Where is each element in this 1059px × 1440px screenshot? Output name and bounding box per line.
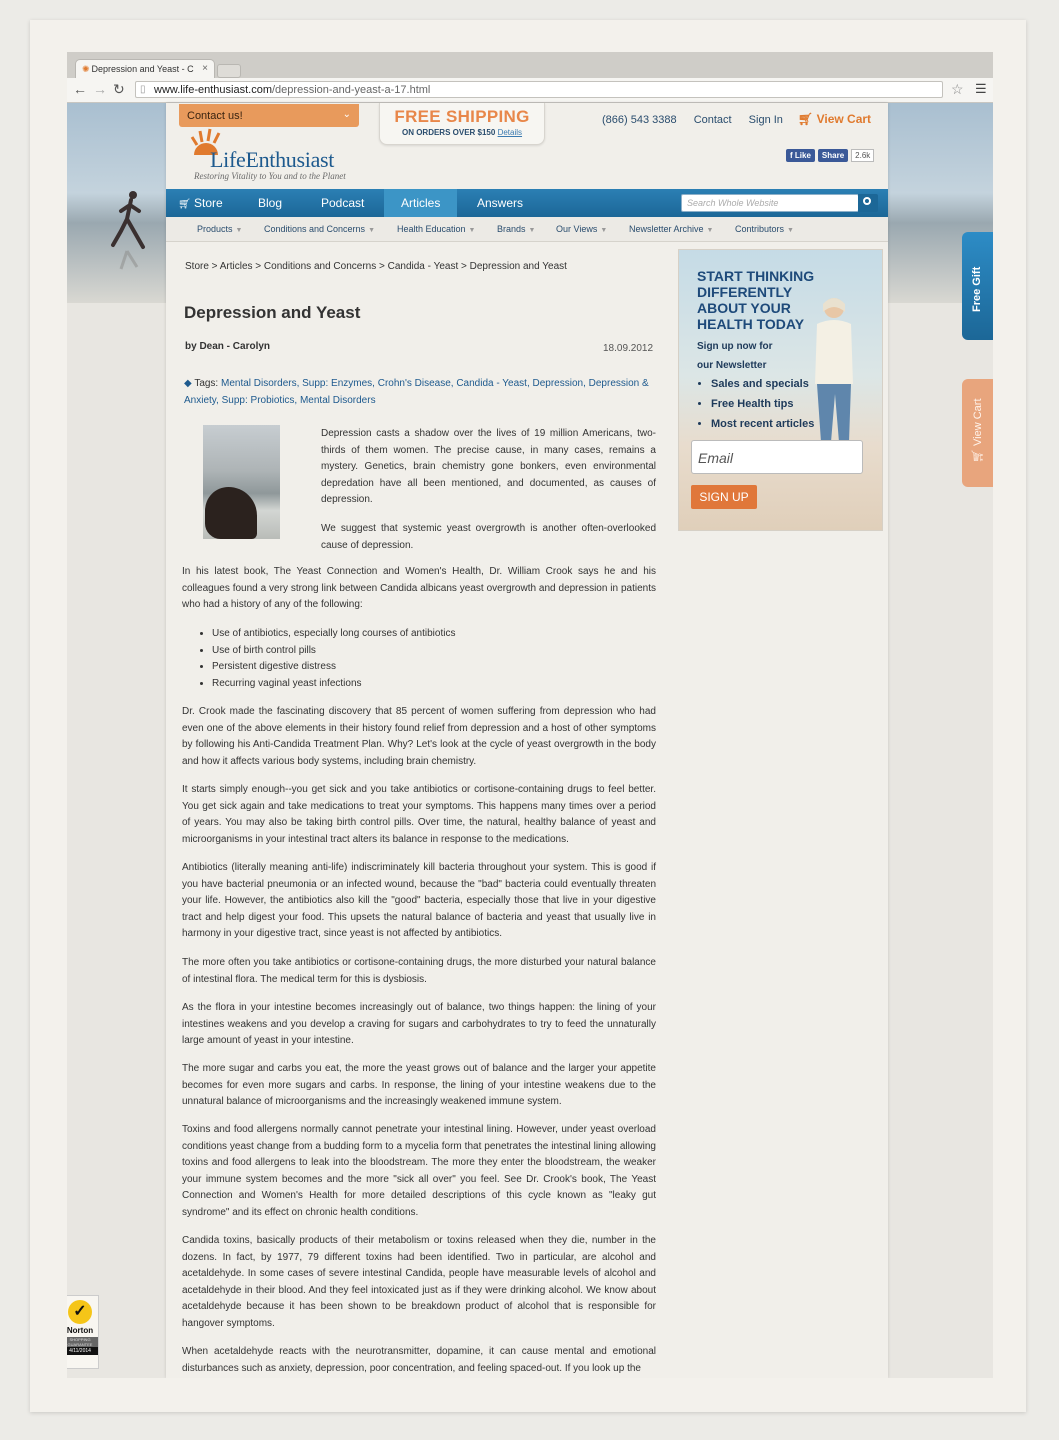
breadcrumb[interactable]: Store > Articles > Conditions and Concerns > Candida - Yeast > Depression and Yeast <box>185 261 567 272</box>
free-shipping-title: FREE SHIPPING <box>394 107 530 126</box>
email-field[interactable]: Email <box>691 440 863 474</box>
search-icon <box>863 197 871 205</box>
share-count: 2.6k <box>851 149 874 162</box>
nav-podcast[interactable]: Podcast <box>321 196 365 210</box>
url-field[interactable] <box>135 81 943 98</box>
sign-up-button[interactable]: SIGN UP <box>691 485 757 509</box>
subnav-products[interactable]: Products ▼ <box>197 224 243 234</box>
menu-icon[interactable]: ☰ <box>975 81 987 96</box>
dropdown-icon: ▼ <box>787 227 794 234</box>
subnav-newsletter-archive[interactable]: Newsletter Archive ▼ <box>629 224 714 234</box>
main-nav <box>166 189 888 217</box>
person-head-shape <box>205 487 257 539</box>
sub-nav <box>166 217 888 242</box>
logo-tagline: Restoring Vitality to You and to the Planet <box>194 171 346 181</box>
paragraph: In his latest book, The Yeast Connection and Women's Health, Dr. William Crook says he and his colleagues found a very strong link between Candida albicans yeast overgrowth and depression in patients who had a history of any of the following: <box>182 566 656 610</box>
contact-link[interactable]: Contact <box>693 114 732 126</box>
page-title: Depression and Yeast <box>184 303 361 322</box>
phone-number: (866) 543 3388 <box>602 114 677 126</box>
dropdown-icon: ▼ <box>368 227 375 234</box>
reload-icon[interactable]: ↻ <box>113 81 125 97</box>
signup-subtitle: Sign up now for our Newsletter <box>697 341 773 371</box>
tags-label: Tags: <box>194 378 219 389</box>
norton-badge[interactable] <box>67 1295 99 1369</box>
view-cart-tab-label: 🛒︎ View Cart <box>972 398 984 463</box>
checkmark-icon: ✓ <box>68 1300 92 1324</box>
dropdown-icon: ▼ <box>468 227 476 234</box>
newsletter-signup <box>678 249 883 531</box>
contact-us-button[interactable] <box>179 104 359 127</box>
social-buttons <box>786 145 874 163</box>
facebook-icon: f <box>790 151 793 160</box>
free-shipping-subtitle: ON ORDERS OVER $150 Details <box>401 128 523 137</box>
list-item: • Recurring vaginal yeast infections <box>212 676 455 693</box>
norton-guarantee: SHOPPING GUARANTEE <box>67 1337 98 1347</box>
list-item: • Persistent digestive distress <box>212 659 455 676</box>
facebook-like-button[interactable]: f Like <box>786 149 815 162</box>
nav-answers[interactable]: Answers <box>477 196 524 210</box>
nav-articles[interactable]: Articles <box>384 189 457 217</box>
sign-in-link[interactable]: Sign In <box>748 114 783 126</box>
publish-date: 18.09.2012 <box>603 343 654 354</box>
subnav-conditions[interactable]: Conditions and Concerns ▼ <box>264 224 375 234</box>
paragraph: It starts simply enough--you get sick and you take antibiotics or cortisone-containing drugs to feel better. You get sick again and take medications to treat your symptoms. This happens many times over a period of years. You may also be taking birth control pills. Over time, the natural, healthy balance of yeast and microorganisms in your intestinal tract alters its balance in response to the medications. <box>182 784 656 845</box>
dropdown-icon: ▼ <box>600 227 608 234</box>
article-image <box>203 425 280 539</box>
page-viewport <box>67 103 993 1378</box>
view-cart-tab[interactable] <box>962 379 993 487</box>
tab-bar <box>67 52 993 78</box>
facebook-share-button[interactable]: Share <box>818 149 848 162</box>
chevron-down-icon: ⌄ <box>342 109 351 120</box>
cart-icon: 🛒︎ <box>178 199 191 210</box>
paragraph: The more often you take antibiotics or cortisone-containing drugs, the more disturbed your natural balance of intestinal flora. The medical term for this is dysbiosis. <box>182 957 656 985</box>
forward-icon[interactable]: → <box>93 81 107 97</box>
paragraph: When acetaldehyde reacts with the neurotransmitter, dopamine, it can cause mental and emotional disturbances such as anxiety, depression, poor concentration, and feeling spaced-out. If you look up the <box>182 1346 656 1374</box>
search-button[interactable] <box>858 194 878 212</box>
contact-us-label: Contact us! <box>187 110 243 122</box>
tab-title: Depression and Yeast - C <box>91 64 194 74</box>
page-icon: ▯ <box>140 84 146 95</box>
search-input[interactable]: Search Whole Website <box>681 194 859 212</box>
url-domain: www.life-enthusiast.com <box>154 84 272 96</box>
paragraph: Depression casts a shadow over the lives of 19 million Americans, two-thirds of them women. The precise cause, in many cases, remains a mystery. Genetics, brain chemistry gone bonkers, even environmental depredation have all been mentioned, and documented, as causes of depression. <box>321 428 656 505</box>
dropdown-icon: ▼ <box>706 227 714 234</box>
bookmark-star-icon[interactable]: ☆ <box>951 81 964 97</box>
subnav-brands[interactable]: Brands ▼ <box>497 224 536 234</box>
paragraph: We suggest that systemic yeast overgrowth is another often-overlooked cause of depression. <box>321 523 656 551</box>
bullet-list <box>212 626 455 692</box>
page-content <box>166 103 888 1378</box>
list-item: • Free Health tips <box>711 394 814 414</box>
list-item: • Use of birth control pills <box>212 643 455 660</box>
subnav-health-education[interactable]: Health Education ▼ <box>397 224 476 234</box>
tags <box>184 376 656 409</box>
logo-name: LifeEnthusiast <box>210 147 335 172</box>
signup-headline: START THINKING DIFFERENTLY ABOUT YOUR HEALTH TODAY <box>697 268 815 332</box>
free-gift-label: Free Gift <box>971 266 983 312</box>
paragraph: Antibiotics (literally meaning anti-life) indiscriminately kill bacteria throughout your system. This is good if you have bacterial pneumonia or an infected wound, because the "bad" bacteria could eventually threaten your life. However, the antibiotics also kill the "good" bacteria, especially those that live in your digestive tract and help digest your food. This upsets the natural balance of bacteria and yeast that usually live in harmony in your digestive tract, since yeast is not affected by antibiotics. <box>182 862 656 939</box>
woman-photo <box>809 294 859 444</box>
view-cart-link[interactable]: 🛒︎ View Cart <box>798 112 872 126</box>
norton-name: Norton <box>67 1326 94 1335</box>
subnav-contributors[interactable]: Contributors ▼ <box>735 224 794 234</box>
tags-links[interactable]: Mental Disorders, Supp: Enzymes, Crohn's Disease, Candida - Yeast, Depression, Depression & Anxiety, Supp: Probiotics, Mental Disorders <box>184 378 649 406</box>
paragraph: Dr. Crook made the fascinating discovery that 85 percent of women suffering from depression who had even one of the above elements in their history found relief from depression and a host of other symptoms by following his Anti-Candida Treatment Plan. Why? Let's look at the cycle of yeast overgrowth in the body and how it affects various body systems, including brain chemistry. <box>182 706 656 767</box>
address-bar <box>67 78 993 103</box>
list-item: • Sales and specials <box>711 374 814 394</box>
top-links <box>602 114 797 126</box>
paragraph: As the flora in your intestine becomes increasingly out of balance, two things happen: the lining of your intestines weakens and you develop a craving for sugars and carbohydrates to try to feed the unnaturally large amount of yeast in your intestine. <box>182 1002 656 1046</box>
byline[interactable]: by Dean - Carolyn <box>185 341 271 352</box>
signup-bullets <box>697 374 814 434</box>
cart-icon: 🛒︎ <box>972 449 984 463</box>
tag-icon: ◆ <box>184 378 192 389</box>
shipping-details-link[interactable]: Details <box>497 128 523 137</box>
runner-silhouette-icon <box>107 189 151 279</box>
list-item: • Most recent articles <box>711 414 814 434</box>
paragraph: The more sugar and carbs you eat, the more the yeast grows out of balance and the larger your appetite becomes for even more sugars and carbs. In response, the lining of your intestine weakens due to the unnatural balance of microorganisms and the increasingly weakened immune system. <box>182 1063 656 1107</box>
favicon-icon: ✺ <box>82 64 90 74</box>
subnav-our-views[interactable]: Our Views ▼ <box>556 224 608 234</box>
cart-icon: 🛒︎ <box>798 112 814 126</box>
browser-tab[interactable] <box>75 59 215 78</box>
list-item: • Use of antibiotics, especially long courses of antibiotics <box>212 626 455 643</box>
norton-date: 4/11/2014 <box>67 1347 98 1355</box>
dropdown-icon: ▼ <box>235 227 243 234</box>
free-shipping-banner[interactable] <box>379 103 545 145</box>
back-icon[interactable]: ← <box>73 81 87 97</box>
new-tab-button[interactable] <box>217 64 241 78</box>
dropdown-icon: ▼ <box>528 227 536 234</box>
paragraph: Candida toxins, basically products of their metabolism or toxins released when they die, number in the dozens. In fact, by 1977, 79 different toxins had been identified. Two in particular, are alcohol and acetaldehyde. In some cases of severe intestinal Candida, people have measurable levels of alcohol and acetaldehyde in their blood. And they feel intoxicated just as if they were drinking alcohol. We know about acetaldehyde because it has been shown to be breakdown product of alcohol that is responsible for hangover symptoms. <box>182 1235 656 1329</box>
free-gift-tab[interactable] <box>962 232 993 340</box>
paragraph: Toxins and food allergens normally cannot penetrate your intestinal lining. However, under yeast overload conditions yeast change from a budding form to a mycelia form that penetrates the intestinal lining allowing toxins and food allergens to leak into the bloodstream. The more they enter the bloodstream, the weaker your immune system becomes and the more "sick all over" you feel. See Dr. Crook's book, The Yeast Connection and Women's Health for more detailed descriptions of this cycle known as "leaky gut syndrome" and its effect on chronic health conditions. <box>182 1124 656 1218</box>
close-tab-icon[interactable]: × <box>202 63 208 74</box>
url-path: /depression-and-yeast-a-17.html <box>272 84 431 96</box>
nav-store[interactable]: 🛒︎ Store <box>178 196 223 210</box>
browser-window <box>67 52 993 1378</box>
nav-blog[interactable]: Blog <box>258 196 283 210</box>
